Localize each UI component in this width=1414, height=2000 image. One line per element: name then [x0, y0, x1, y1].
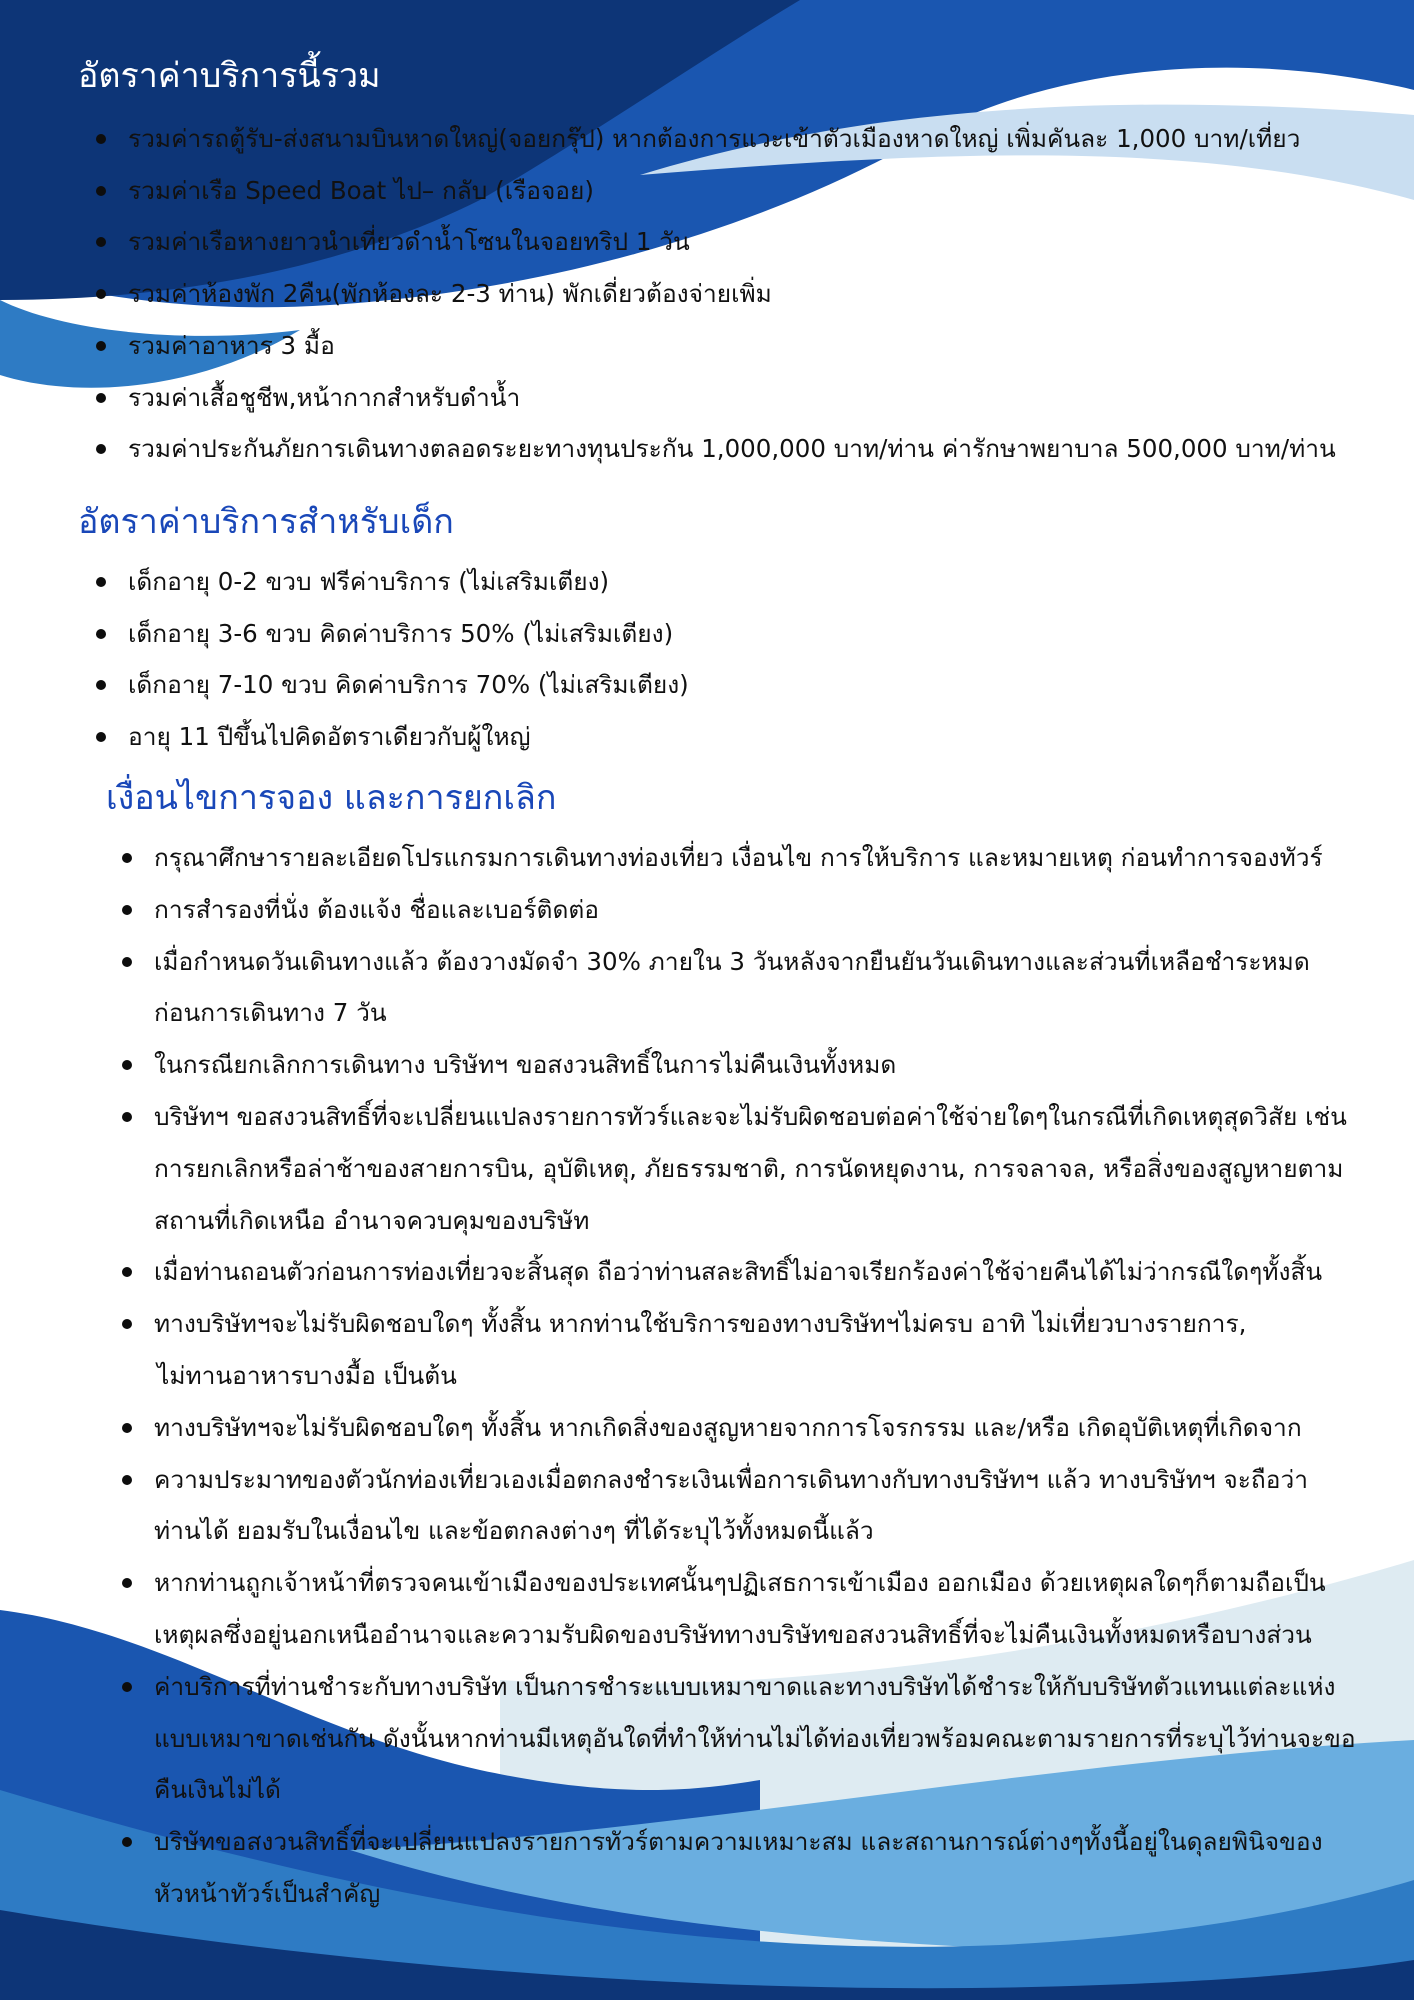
list-item: [104, 1816, 1404, 1920]
line-text: กรุณาศึกษารายละเอียดโปรแกรมการเดินทางท่องเที่ยว เงื่อนไข การให้บริการ และหมายเหตุ ก่อนทำการจองทัวร์: [154, 843, 1323, 872]
list-item: [104, 1298, 1404, 1402]
line-text: บริษัทฯ ขอสงวนสิทธิ์ที่จะเปลี่ยนแปลงรายการทัวร์และจะไม่รับผิดชอบต่อค่าใช้จ่ายใดๆในกรณีที่เกิดเหตุสุดวิสัย เช่น: [154, 1101, 1347, 1131]
list-item: เด็กอายุ 3-6 ขวบ คิดค่าบริการ 50% (ไม่เสริมเตียง): [78, 608, 1078, 660]
line-text: การสำรองที่นั่ง ต้องแจ้ง ชื่อและเบอร์ติดต่อ: [154, 894, 599, 924]
line-text: แบบเหมาขาดเช่นกัน ดังนั้นหากท่านมีเหตุอันใดที่ทำให้ท่านไม่ได้ท่องเที่ยวพร้อมคณะตามรายการที่ระบุไว้ท่านจะขอ: [154, 1723, 1356, 1753]
line-text: เหตุผลซึ่งอยู่นอกเหนืออำนาจและความรับผิดของบริษัททางบริษัทขอสงวนสิทธิ์ที่จะไม่คืนเงินทั้งหมดหรือบางส่วน: [154, 1619, 1312, 1649]
list-item: รวมค่าเรือ Speed Boat ไป– กลับ (เรือจอย): [78, 165, 1388, 217]
children-section-title: อัตราค่าบริการสำหรับเด็ก: [78, 502, 454, 542]
list-item: [104, 1454, 1404, 1558]
list-item: เด็กอายุ 7-10 ขวบ คิดค่าบริการ 70% (ไม่เสริมเตียง): [78, 659, 1078, 711]
line-text: การยกเลิกหรือล่าช้าของสายการบิน, อุบัติเหตุ, ภัยธรรมชาติ, การนัดหยุดงาน, การจลาจล, หรือสิ่งของสูญหายตาม: [154, 1153, 1344, 1183]
line-text: ก่อนการเดินทาง 7 วัน: [154, 998, 387, 1028]
included-list: [78, 113, 1388, 475]
line-text: ในกรณียกเลิกการเดินทาง บริษัทฯ ขอสงวนสิทธิ์ในการไม่คืนเงินทั้งหมด: [154, 1050, 897, 1080]
line-text: บริษัทขอสงวนสิทธิ์ที่จะเปลี่ยนแปลงรายการทัวร์ตามความเหมาะสม และสถานการณ์ต่างๆทั้งนี้อยู่ในดุลยพินิจของ: [154, 1827, 1323, 1857]
list-item: [104, 1246, 1404, 1298]
list-item: [104, 1557, 1404, 1661]
line-text: ทางบริษัทฯจะไม่รับผิดชอบใดๆ ทั้งสิ้น หากเกิดสิ่งของสูญหายจากการโจรกรรม และ/หรือ เกิดอุบัติเหตุที่เกิดจาก: [154, 1412, 1302, 1442]
line-text: หัวหน้าทัวร์เป็นสำคัญ: [154, 1878, 381, 1908]
line-text: ค่าบริการที่ท่านชำระกับทางบริษัท เป็นการชำระแบบเหมาขาดและทางบริษัทได้ชำระให้กับบริษัทตัวแทนแต่ละแห่ง: [154, 1671, 1336, 1701]
list-item: [104, 832, 1404, 884]
line-text: คืนเงินไม่ได้: [154, 1775, 281, 1805]
list-item: รวมค่าเสื้อชูชีพ,หน้ากากสำหรับดำน้ำ: [78, 372, 1388, 424]
list-item: [104, 1402, 1404, 1454]
list-item: [104, 1039, 1404, 1091]
line-text: ทางบริษัทฯจะไม่รับผิดชอบใดๆ ทั้งสิ้น หากท่านใช้บริการของทางบริษัทฯไม่ครบ อาทิ ไม่เที่ยวบางรายการ,: [154, 1309, 1247, 1339]
included-section-title: อัตราค่าบริการนี้รวม: [78, 56, 381, 96]
list-item: รวมค่าประกันภัยการเดินทางตลอดระยะทางทุนประกัน 1,000,000 บาท/ท่าน ค่ารักษาพยาบาล 500,000 บาท/ท่าน: [78, 423, 1388, 475]
line-text: เมื่อกำหนดวันเดินทางแล้ว ต้องวางมัดจำ 30% ภายใน 3 วันหลังจากยืนยันวันเดินทางและส่วนที่เหลือชำระหมด: [154, 946, 1310, 976]
line-text: เมื่อท่านถอนตัวก่อนการท่องเที่ยวจะสิ้นสุด ถือว่าท่านสละสิทธิ์ไม่อาจเรียกร้องค่าใช้จ่ายคืนได้ไม่ว่ากรณีใดๆทั้งสิ้น: [154, 1257, 1323, 1287]
list-item: รวมค่าอาหาร 3 มื้อ: [78, 320, 1388, 372]
booking-section-title: เงื่อนไขการจอง และการยกเลิก: [106, 778, 557, 818]
list-item: อายุ 11 ปีขึ้นไปคิดอัตราเดียวกับผู้ใหญ่: [78, 711, 1078, 763]
list-item: [104, 1091, 1404, 1246]
line-text: ไม่ทานอาหารบางมื้อ เป็นต้น: [157, 1360, 457, 1390]
children-list: [78, 556, 1078, 763]
line-text: ความประมาทของตัวนักท่องเที่ยวเองเมื่อตกลงชำระเงินเพื่อการเดินทางกับทางบริษัทฯ แล้ว ทางบริษัทฯ จะถือว่า: [154, 1464, 1308, 1494]
list-item: รวมค่าเรือหางยาวนำเที่ยวดำน้ำโซนในจอยทริป 1 วัน: [78, 216, 1388, 268]
list-item: เด็กอายุ 0-2 ขวบ ฟรีค่าบริการ (ไม่เสริมเตียง): [78, 556, 1078, 608]
line-text: ท่านได้ ยอมรับในเงื่อนไข และข้อตกลงต่างๆ ที่ได้ระบุไว้ทั้งหมดนี้แล้ว: [154, 1516, 874, 1546]
list-item: รวมค่าห้องพัก 2คืน(พักห้องละ 2-3 ท่าน) พักเดี่ยวต้องจ่ายเพิ่ม: [78, 268, 1388, 320]
list-item: [104, 1661, 1404, 1816]
list-item: [104, 936, 1404, 1040]
list-item: รวมค่ารถตู้รับ-ส่งสนามบินหาดใหญ่(จอยกรุ๊ป) หากต้องการแวะเข้าตัวเมืองหาดใหญ่ เพิ่มคันละ 1,000 บาท/เที่ยว: [78, 113, 1388, 165]
line-text: หากท่านถูกเจ้าหน้าที่ตรวจคนเข้าเมืองของประเทศนั้นๆปฏิเสธการเข้าเมือง ออกเมือง ด้วยเหตุผลใดๆก็ตามถือเป็น: [154, 1568, 1326, 1598]
list-item: [104, 884, 1404, 936]
booking-conditions-list: [104, 832, 1404, 1920]
line-text: สถานที่เกิดเหนือ อำนาจควบคุมของบริษัท: [154, 1205, 590, 1235]
